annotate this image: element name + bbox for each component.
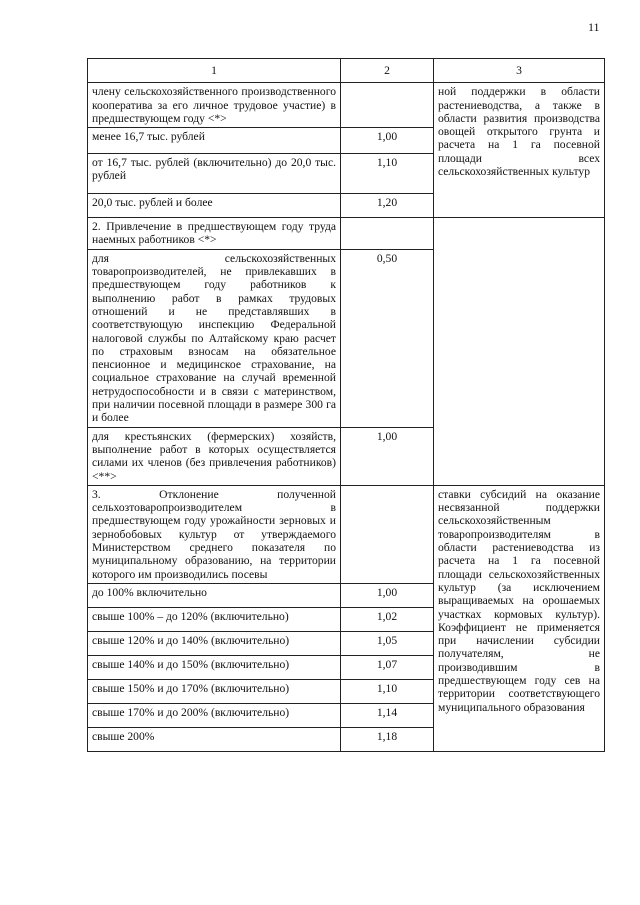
row-label: свыше 170% и до 200% (включительно) [88,703,341,727]
section2-note [434,218,605,486]
row-value: 1,07 [341,655,434,679]
row-label: свыше 200% [88,727,341,751]
row-label: до 100% включительно [88,583,341,607]
row-label: для крестьянских (фермерских) хозяйств, выполнение работ в которых осуществляется силами их членов (без привлечения работников) <**> [88,427,341,485]
row-label: свыше 100% – до 120% (включительно) [88,607,341,631]
column-header-2: 2 [341,59,434,83]
table-header-row [88,59,605,83]
row-value: 1,20 [341,194,434,218]
section2-heading-value [341,218,434,250]
row-value: 1,02 [341,607,434,631]
section3-note: ставки субсидий на оказание несвязанной поддержки сельскохозяйственным товаропроизводителям в области растениеводства из расчета на 1 га посевной площади сельскохозяйственных культур (за исключением выращиваемых на орошаемых участках кормовых культур). Коэффициент не применяется при начислении субсидии получателям, не производившим в предшествующем году сев на территории соответствующего муниципального образования [434,485,605,751]
row-value: 1,10 [341,679,434,703]
table-row [88,485,605,583]
row-value: 1,10 [341,154,434,194]
row-label: от 16,7 тыс. рублей (включительно) до 20,0 тыс. рублей [88,154,341,194]
section3-heading-value [341,485,434,583]
row-value: 0,50 [341,249,434,427]
page-number: 11 [588,20,600,34]
table-row [88,218,605,250]
column-header-3: 3 [434,59,605,83]
row-value: 1,14 [341,703,434,727]
row-value: 1,00 [341,583,434,607]
row-label: свыше 150% и до 170% (включительно) [88,679,341,703]
row-label: свыше 120% и до 140% (включительно) [88,631,341,655]
section3-heading: 3. Отклонение полученной сельхозтоваропроизводителем в предшествующем году урожайности зерновых и зернобобовых культур от утверждаемого Министерством среднего показателя по муниципальному образованию, на территории которого им производились посевы [88,485,341,583]
row-value: 1,00 [341,427,434,485]
table-row [88,83,605,128]
row-value: 1,18 [341,727,434,751]
coefficients-table [87,58,605,752]
section1-intro-value [341,83,434,128]
row-value: 1,00 [341,128,434,154]
section1-intro: члену сельскохозяйственного производственного кооператива за его личное трудовое участие) в предшествующем году <*> [88,83,341,128]
row-label: для сельскохозяйственных товаропроизводителей, не привлекавших в предшествующем году работников к выполнению работ в рамках трудовых отношений и не представлявших в соответствующую инспекцию Федеральной налоговой службы по Алтайскому краю расчет по страховым взносам на обязательное пенсионное и медицинское страхование, на социальное страхование на случай временной нетрудоспособности и в связи с материнством, при наличии посевной площади в размере 300 га и более [88,249,341,427]
section2-heading: 2. Привлечение в предшествующем году труда наемных работников <*> [88,218,341,250]
row-label: менее 16,7 тыс. рублей [88,128,341,154]
section1-note: ной поддержки в области растениеводства, а также в области развития производства овощей открытого грунта и расчета на 1 га посевной площади всех сельскохозяйственных культур [434,83,605,218]
row-label: свыше 140% и до 150% (включительно) [88,655,341,679]
row-label: 20,0 тыс. рублей и более [88,194,341,218]
column-header-1: 1 [88,59,341,83]
row-value: 1,05 [341,631,434,655]
